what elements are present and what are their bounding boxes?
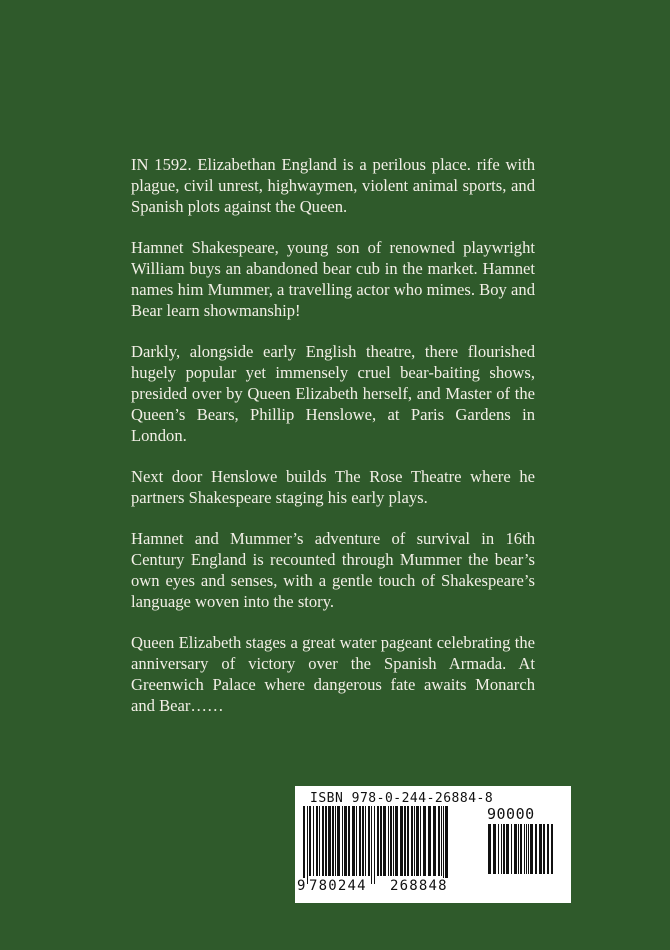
barcode-bar	[501, 824, 502, 874]
barcode-bar	[316, 806, 318, 876]
barcode-bar	[352, 806, 355, 876]
barcode-bar	[528, 824, 529, 874]
barcode-bar	[535, 824, 537, 874]
barcode-bar	[518, 824, 519, 874]
barcode-bar	[445, 806, 448, 884]
barcode-bar	[328, 806, 331, 876]
barcode-digits-left: 780244	[309, 878, 367, 894]
barcode-bar	[407, 806, 409, 876]
barcode-bar	[383, 806, 386, 876]
barcode-bar	[511, 824, 512, 874]
barcode-bar	[377, 806, 379, 876]
barcode-bar	[356, 806, 357, 876]
barcode-bar	[332, 806, 334, 876]
barcode-bar	[503, 824, 505, 874]
barcode-bar	[547, 824, 549, 874]
barcode-bar	[388, 806, 389, 876]
barcode-bar	[393, 806, 394, 876]
barcode-bar	[506, 824, 509, 874]
barcode-bar	[443, 806, 444, 884]
barcode-bar	[371, 806, 372, 884]
barcode-bar	[539, 824, 542, 874]
barcode-bar	[342, 806, 343, 876]
barcode-bar	[322, 806, 324, 876]
barcode-bar	[514, 824, 517, 874]
addon-bars	[488, 824, 564, 882]
barcode-bar	[374, 806, 375, 884]
barcode-bar	[325, 806, 327, 876]
isbn-barcode	[295, 786, 571, 903]
barcode-bar	[337, 806, 340, 876]
barcode-bar	[380, 806, 382, 876]
barcode-bar	[348, 806, 350, 876]
barcode-bar	[335, 806, 336, 876]
barcode-bar	[530, 824, 533, 874]
barcode-digits-right: 268848	[390, 878, 448, 894]
price-code: 90000	[487, 805, 535, 823]
blurb-paragraph: Next door Henslowe builds The Rose Theatre where he partners Shakespeare staging his early plays.	[131, 467, 535, 507]
ean13-bars	[303, 806, 483, 884]
barcode-bar	[498, 824, 499, 874]
blurb-paragraph: IN 1592. Elizabethan England is a perilous place. rife with plague, civil unrest, highwaymen, violent animal sports, and Spanish plots against the Queen.	[131, 155, 535, 216]
blurb-text	[131, 154, 535, 736]
blurb-paragraph: Queen Elizabeth stages a great water pageant celebrating the anniversary of victory over the Spanish Armada. At Greenwich Palace where dangerous fate awaits Monarch and Bear……	[131, 633, 535, 715]
isbn-label: ISBN 978-0-244-26884-8	[310, 791, 494, 806]
barcode-bar	[404, 806, 406, 876]
barcode-bar	[344, 806, 347, 876]
barcode-bar	[493, 824, 496, 874]
barcode-bar	[390, 806, 392, 876]
barcode-digit-first: 9	[297, 878, 307, 894]
barcode-bar	[433, 806, 436, 876]
barcode-bar	[309, 806, 311, 876]
barcode-bar	[488, 824, 491, 874]
barcode-bar	[423, 806, 426, 876]
blurb-paragraph: Darkly, alongside early English theatre, there flourished hugely popular yet immensely cruel bear-baiting shows, presided over by Queen Elizabeth herself, and Master of the Queen’s Bears, Phillip Henslowe, at Paris Gardens in London.	[131, 342, 535, 445]
barcode-bar	[520, 824, 522, 874]
barcode-bar	[428, 806, 431, 876]
barcode-bar	[359, 806, 361, 876]
barcode-bar	[368, 806, 370, 876]
barcode-bar	[441, 806, 442, 876]
barcode-bar	[526, 824, 527, 874]
barcode-bar	[411, 806, 413, 876]
barcode-bar	[551, 824, 553, 874]
barcode-bar	[416, 806, 419, 876]
barcode-bar	[420, 806, 421, 876]
blurb-paragraph: Hamnet and Mummer’s adventure of survival in 16th Century England is recounted through Mummer the bear’s own eyes and senses, with a gentle touch of Shakespeare’s language woven into the story.	[131, 529, 535, 611]
barcode-bar	[400, 806, 403, 876]
blurb-paragraph: Hamnet Shakespeare, young son of renowned playwright William buys an abandoned bear cub in the market. Hamnet names him Mummer, a travelling actor who mimes. Boy and Bear learn showmanship!	[131, 238, 535, 320]
barcode-bar	[543, 824, 545, 874]
barcode-bar	[395, 806, 398, 876]
barcode-bar	[307, 806, 308, 884]
barcode-bar	[313, 806, 314, 876]
barcode-bar	[365, 806, 366, 876]
barcode-bar	[362, 806, 364, 876]
barcode-bar	[414, 806, 415, 876]
barcode-bar	[524, 824, 525, 874]
barcode-bar	[319, 806, 320, 876]
barcode-bar	[438, 806, 440, 876]
barcode-bar	[303, 806, 305, 884]
